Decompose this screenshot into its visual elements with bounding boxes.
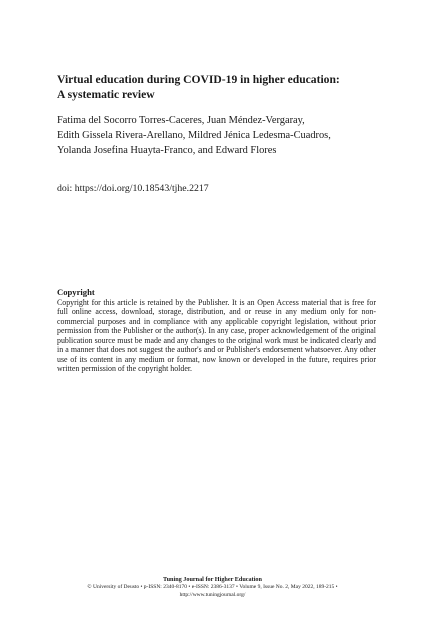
author-list — [57, 113, 387, 158]
copyright-heading: Copyright — [57, 287, 95, 297]
page-footer — [40, 576, 385, 599]
footer-journal-name: Tuning Journal for Higher Education — [163, 576, 262, 583]
footer-publication-details: © University of Deusto • p-ISSN: 2340-8170 • e-ISSN: 2386-3137 • Volume 9, Issue No. 2, May 2022, 189-215 • — [87, 584, 338, 590]
authors-line-3: Yolanda Josefina Huayta-Franco, and Edward Flores — [57, 145, 277, 156]
article-title-line-1: Virtual education during COVID-19 in higher education: — [57, 73, 340, 86]
doi-link[interactable]: doi: https://doi.org/10.18543/tjhe.2217 — [57, 183, 209, 194]
footer-journal-url[interactable]: http://www.tuningjournal.org/ — [179, 591, 246, 598]
copyright-notice: Copyright for this article is retained by the Publisher. It is an Open Access material that is free for full online access, download, storage, distribution, and or reuse in any medium only for non-commercial purposes and in compliance with any applicable copyright legislation, without prior permission from the Publisher or the author(s). In any case, proper acknowledgement of the original publication source must be made and any changes to the original work must be indicated clearly and in a manner that does not suggest the author's and or Publisher's endorsement whatsoever. Any other use of its content in any medium or format, now known or developed in the future, requires prior written permission of the copyright holder. — [57, 298, 376, 374]
authors-line-1: Fatima del Socorro Torres-Caceres, Juan Méndez-Vergaray, — [57, 115, 305, 126]
article-title-line-2: A systematic review — [57, 88, 155, 101]
authors-line-2: Edith Gissela Rivera-Arellano, Mildred Jénica Ledesma-Cuadros, — [57, 130, 331, 141]
article-title — [57, 72, 377, 102]
